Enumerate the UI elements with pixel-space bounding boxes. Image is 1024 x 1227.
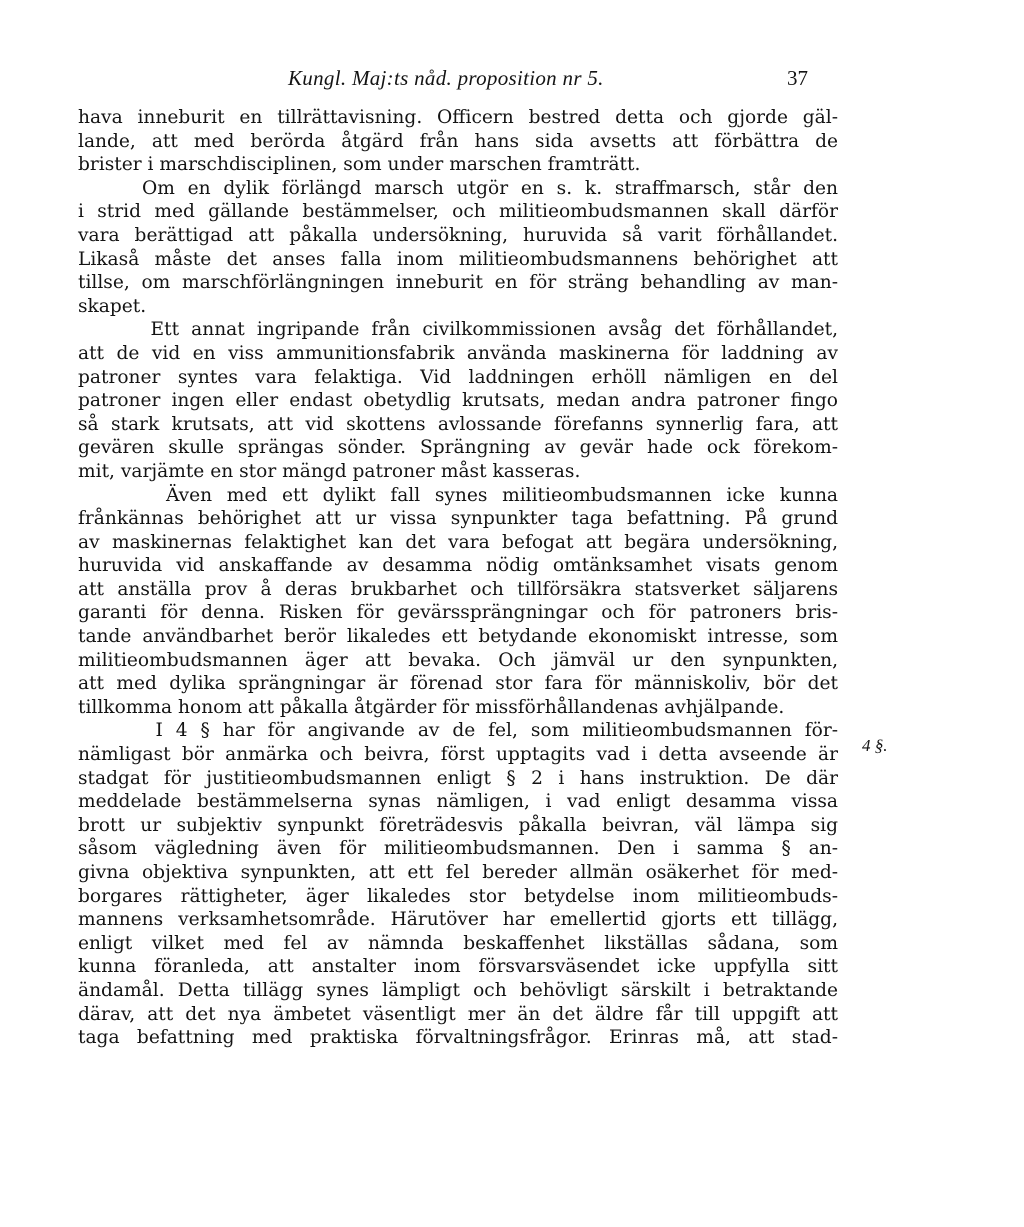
text-line: frånkännas behörighet att ur vissa synpunkter taga befattning. På grund [78, 508, 838, 530]
text-line: tande användbarhet berör likaledes ett betydande ekonomiskt intresse, som [78, 626, 838, 648]
text-line: nämligast bör anmärka och beivra, först upptagits vad i detta avseende är [78, 744, 838, 766]
text-line: enligt vilket med fel av nämnda beskaffenhet likställas sådana, som [78, 932, 838, 954]
page-number: 37 [787, 66, 808, 90]
text-line: av maskinernas felaktighet kan det vara befogat att begära undersökning, [78, 531, 838, 553]
text-line: patroner syntes vara felaktiga. Vid laddningen erhöll nämligen en del [78, 366, 838, 388]
text-line: att anställa prov å deras brukbarhet och tillförsäkra statsverket säljarens [78, 578, 838, 600]
text-line: gevären skulle sprängas sönder. Sprängning av gevär hade ock förekom- [78, 437, 838, 459]
text-line: skapet. [78, 295, 147, 317]
text-line: meddelade bestämmelserna synas nämligen, i vad enligt desamma vissa [78, 791, 838, 813]
body-text [78, 106, 838, 1050]
text-line: i strid med gällande bestämmelser, och militieombudsmannen skall därför [78, 201, 838, 223]
text-line: Om en dylik förlängd marsch utgör en s. k. straffmarsch, står den [78, 177, 838, 199]
text-line: brister i marschdisciplinen, som under marschen framträtt. [78, 154, 641, 176]
text-line: mannens verksamhetsområde. Härutöver har emellertid gjorts ett tillägg, [78, 909, 838, 931]
text-line: givna objektiva synpunkten, att ett fel bereder allmän osäkerhet för med- [78, 862, 838, 883]
text-line: patroner ingen eller endast obetydlig krutsats, medan andra patroner fingo [78, 390, 838, 412]
text-line: Likaså måste det anses falla inom militieombudsmannens behörighet att [78, 248, 838, 270]
text-line: därav, att det nya ämbetet väsentligt mer än det äldre får till uppgift att [78, 1003, 838, 1025]
text-line: Även med ett dylikt fall synes militieombudsmannen icke kunna [78, 484, 838, 506]
text-line: vara berättigad att påkalla undersökning, huruvida så varit förhållandet. [78, 224, 838, 246]
text-line: att med dylika sprängningar är förenad stor fara för människoliv, bör det [78, 673, 838, 695]
text-line: så stark krutsats, att vid skottens avlossande förefanns synnerlig fara, att [78, 413, 838, 435]
text-line: såsom vägledning även för militieombudsmannen. Den i samma § an- [78, 838, 838, 860]
text-line: lande, att med berörda åtgärd från hans sida avsetts att förbättra de [78, 130, 838, 152]
text-line: att de vid en viss ammunitionsfabrik använda maskinerna för laddning av [78, 342, 838, 364]
text-line: garanti för denna. Risken för gevärssprängningar och för patroners bris- [78, 602, 838, 624]
text-line: tillse, om marschförlängningen inneburit en för sträng behandling av man- [78, 272, 838, 294]
text-line: I 4 § har för angivande av de fel, som militieombudsmannen för- [78, 720, 838, 742]
margin-note: 4 §. [862, 736, 888, 755]
text-line: taga befattning med praktiska förvaltningsfrågor. Erinras må, att stad- [78, 1027, 838, 1049]
text-line: huruvida vid anskaffande av desamma nödig omtänksamhet visats genom [78, 555, 838, 577]
page-header [0, 66, 1024, 96]
text-line: stadgat för justitieombudsmannen enligt § 2 i hans instruktion. De där [78, 767, 838, 789]
text-line: Ett annat ingripande från civilkommissionen avsåg det förhållandet, [78, 319, 838, 341]
text-line: mit, varjämte en stor mängd patroner måst kasseras. [78, 460, 581, 482]
text-line: brott ur subjektiv synpunkt företrädesvis påkalla beivran, väl lämpa sig [78, 814, 838, 836]
text-line: ändamål. Detta tillägg synes lämpligt och behövligt särskilt i betraktande [78, 979, 838, 1001]
text-line: militieombudsmannen äger att bevaka. Och jämväl ur den synpunkten, [78, 649, 838, 671]
running-title: Kungl. Maj:ts nåd. proposition nr 5. [288, 66, 604, 90]
text-line: kunna föranleda, att anstalter inom försvarsväsendet icke uppfylla sitt [78, 956, 838, 978]
text-line: tillkomma honom att påkalla åtgärder för missförhållandenas avhjälpande. [78, 696, 785, 718]
text-line: hava inneburit en tillrättavisning. Officern bestred detta och gjorde gäl- [78, 107, 838, 128]
text-line: borgares rättigheter, äger likaledes stor betydelse inom militieombuds- [78, 885, 838, 907]
